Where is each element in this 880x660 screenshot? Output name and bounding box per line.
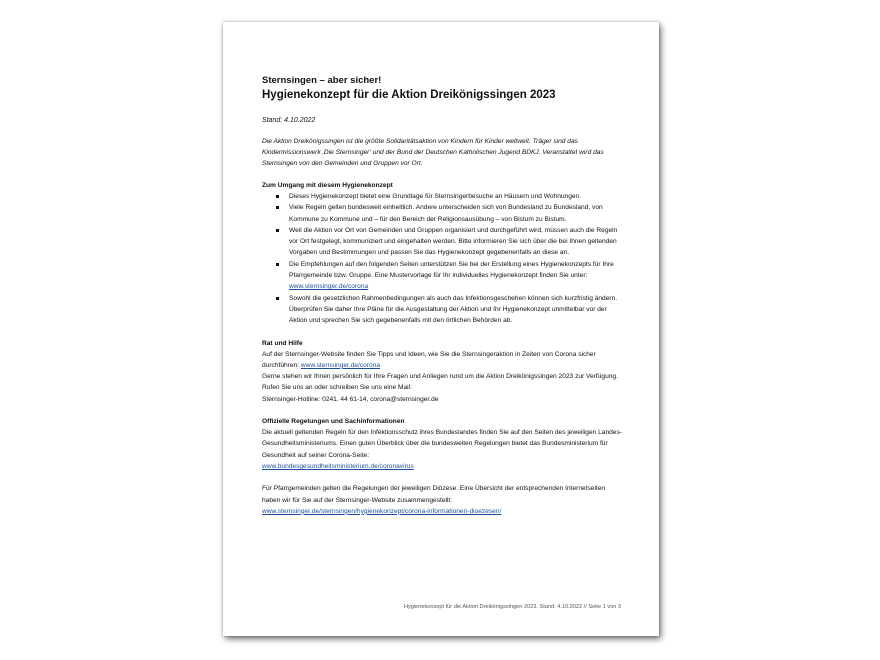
page-footer: Hygienekonzept für die Aktion Dreikönigssingen 2023. Stand: 4.10.2022 // Seite 1 von 3 — [403, 604, 621, 610]
document-page — [223, 22, 659, 636]
regelungen-paragraph: Die aktuell geltenden Regeln für den Infektionsschutz ihres Bundeslandes finden Sie auf den Seiten des jeweiligen Landes-Gesundheitsministeriums. Einen guten Überblick über die bundesweiten Regelungen bietet das Bundesministerium für Gesundheit auf seiner Corona-Seite: — [262, 429, 622, 459]
section-heading-regelungen: Offizielle Regelungen und Sachinformationen — [262, 418, 405, 426]
bullet-list — [262, 191, 622, 327]
section-heading-umgang: Zum Umgang mit diesem Hygienekonzept — [262, 182, 393, 189]
bundesgesundheitsministerium-link[interactable]: www.bundesgesundheitsministerium.de/coronavirus — [262, 462, 414, 470]
bullet-icon — [276, 229, 279, 232]
dioezesen-paragraph: Für Pfarrgemeinden gelten die Regelungen der jeweiligen Diözese. Eine Übersicht der entsprechenden Internetseiten haben wir für Sie auf der Sternsinger-Website zusammengestellt: — [262, 485, 606, 504]
page-content — [262, 75, 622, 517]
list-item-text: Die Empfehlungen auf den folgenden Seiten unterstützen Sie bei der Erstellung eines Hygienekonzepts für Ihre Pfarrgemeinde bzw. Gruppe. Eine Mustervorlage für Ihr individuelles Hygienekonzept finden Sie unter: — [289, 260, 614, 280]
rat-paragraph-text: Auf der Sternsinger-Website finden Sie Tipps und Ideen, wie Sie die Sternsingeraktion in Zeiten von Corona sicher durchführen: — [262, 350, 596, 369]
rat-paragraph — [262, 349, 622, 372]
contact-paragraph: Gerne stehen wir Ihnen persönlich für Ihre Fragen und Anliegen rund um die Aktion Dreikönigssingen 2023 zur Verfügung. Rufen Sie uns an oder schreiben Sie uns eine Mail: — [262, 373, 618, 392]
bullet-icon — [276, 195, 279, 198]
bullet-icon — [276, 297, 279, 300]
regelungen-link-line — [262, 461, 622, 472]
hotline-line: Sternsinger-Hotline: 0241. 44 61-14, corona@sternsinger.de — [262, 395, 439, 403]
mustervorlage-link[interactable]: www.sternsinger.de/corona — [289, 283, 369, 291]
paragraph-spacer — [262, 472, 622, 483]
list-item-text: Dieses Hygienekonzept bietet eine Grundlage für Sternsingerbesuche an Häusern und Wohnungen. — [289, 193, 582, 200]
list-item-text: Viele Regeln gelten bundesweit einheitlich. Andere unterscheiden sich von Bundesland zu Bundesland, von Kommune zu Kommune und – für den Bereich der Religionsausübung – von Bistum zu Bistum. — [289, 204, 603, 223]
list-item-text: Weil die Aktion vor Ort von Gemeinden und Gruppen organisiert und durchgeführt wird, müssen auch die Regeln vor Ort festgelegt, kommuniziert und eingehalten werden. Bitte informieren Sie sich über die bei Ihnen geltenden Vorgaben und Bestimmungen und passen Sie das Hygienekonzept gegebenenfalls an diese an. — [289, 226, 618, 257]
corona-link[interactable]: www.sternsinger.de/corona — [300, 361, 381, 369]
list-item — [262, 293, 622, 327]
document-kicker: Sternsingen – aber sicher! — [262, 75, 382, 86]
document-title: Hygienekonzept für die Aktion Dreikönigssingen 2023 — [262, 89, 556, 101]
section-heading-rat: Rat und Hilfe — [262, 339, 303, 347]
dioezesen-link-line — [262, 506, 622, 517]
bullet-icon — [276, 263, 279, 266]
list-item — [262, 202, 622, 225]
intro-paragraph: Die Aktion Dreikönigssingen ist die größte Solidaritätsaktion von Kindern für Kinder weltweit. Träger sind das Kindermissionswerk ‚Die Sternsinger‘ und der Bund der Deutschen Katholischen Jugend BDKJ. Veranstaltet wird das Sternsingen von den Gemeinden und Gruppen vor Ort. — [262, 138, 604, 167]
dioezesen-link[interactable]: www.sternsinger.de/sternsingen/hygienekonzept/corona-informationen-dioezesen/ — [262, 507, 502, 515]
list-item — [262, 225, 622, 259]
list-item — [262, 259, 622, 293]
document-date: Stand: 4.10.2022 — [262, 117, 316, 124]
bullet-icon — [276, 206, 279, 209]
list-item — [262, 191, 622, 202]
list-item-text: Sowohl die gesetzlichen Rahmenbedingungen als auch das Infektionsgeschehen können sich kurzfristig ändern. Überprüfen Sie daher Ihre Pläne für die Ausgestaltung der Aktion und Ihr Hygienekonzept unmittelbar vor der Aktion und sprechen Sie sich gegebenenfalls mit den örtlichen Behörden ab. — [289, 294, 618, 325]
